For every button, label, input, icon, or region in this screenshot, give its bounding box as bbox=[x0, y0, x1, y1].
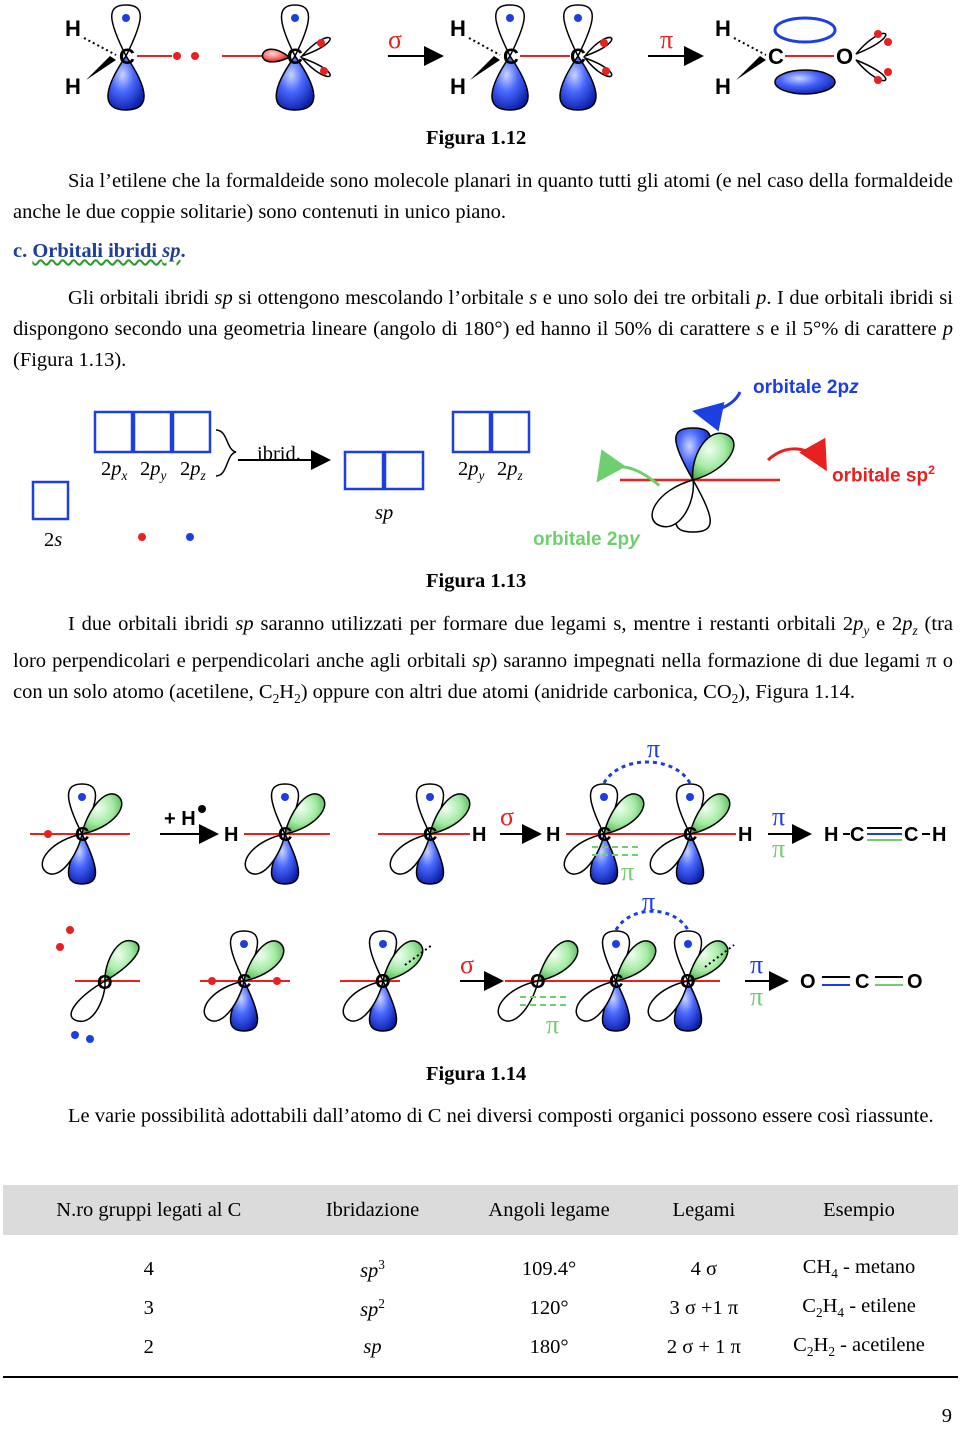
orbital-box-sp-2 bbox=[385, 452, 423, 489]
figure-1-14-caption: Figura 1.14 bbox=[426, 1063, 527, 1085]
col-header: Legami bbox=[648, 1185, 760, 1235]
orbital-box-2pz bbox=[173, 412, 210, 452]
svg-text:O: O bbox=[97, 972, 113, 994]
svg-text:H: H bbox=[224, 824, 239, 846]
svg-text:H: H bbox=[738, 824, 753, 846]
c-atom-co2 bbox=[200, 931, 290, 1031]
ethylene-sigma bbox=[450, 5, 612, 110]
col-header: Angoli legame bbox=[450, 1185, 647, 1235]
ch-fragment bbox=[378, 784, 486, 884]
paragraph-planarity: Sia l’etilene che la formaldeide sono molecole planari in quanto tutti gli atomi (e nel caso della formaldeide anche le due coppie solitarie) sono contenuti in unico piano. bbox=[13, 170, 953, 223]
svg-text:C: C bbox=[237, 971, 252, 993]
bracket bbox=[216, 430, 236, 476]
table-row: 2 sp 180° 2 σ + 1 π $C_2H_2$ - acetilene bbox=[3, 1328, 958, 1377]
paragraph-summary-intro: Le varie possibilità adottabili dall’atomo di C nei diversi composti organici possono essere così riassunte. bbox=[68, 1105, 934, 1127]
orbital-box-2py bbox=[134, 412, 171, 452]
svg-text:σ: σ bbox=[460, 950, 475, 979]
hc-fragment bbox=[224, 784, 330, 884]
ch2-fragment-1 bbox=[65, 5, 199, 110]
svg-text:π: π bbox=[750, 982, 764, 1011]
table-header-row bbox=[3, 1185, 958, 1235]
svg-text:H: H bbox=[932, 824, 947, 846]
svg-text:C: C bbox=[850, 824, 865, 846]
svg-text:H: H bbox=[65, 16, 81, 41]
hcch-fragment bbox=[546, 735, 752, 886]
label-orbitale-sp2: orbitale $sp^2$ bbox=[832, 463, 935, 487]
oco-fragment bbox=[498, 887, 734, 1039]
orbital-box-2pz-after bbox=[492, 412, 529, 452]
pi-label-1: π bbox=[660, 25, 674, 54]
acetylene-product bbox=[824, 824, 946, 846]
o-atom-left bbox=[56, 926, 140, 1043]
svg-text:σ: σ bbox=[500, 802, 515, 831]
figure-1-13-caption: Figura 1.13 bbox=[426, 570, 527, 592]
hybridization-table bbox=[3, 1185, 958, 1378]
col-header: Ibridazione bbox=[295, 1185, 451, 1235]
svg-text:π: π bbox=[642, 887, 656, 916]
svg-text:H: H bbox=[824, 824, 839, 846]
carbon-sp2-fragment bbox=[222, 5, 330, 110]
figure-1-12-caption: Figura 1.12 bbox=[426, 127, 527, 149]
svg-text:O: O bbox=[680, 971, 696, 993]
col-header: N.ro gruppi legati al C bbox=[3, 1185, 295, 1235]
svg-text:H: H bbox=[472, 824, 487, 846]
svg-text:H: H bbox=[450, 74, 466, 99]
label-2px: $2p_x$ bbox=[101, 458, 128, 484]
sigma-label-1: σ bbox=[388, 25, 403, 54]
svg-text:π: π bbox=[772, 802, 786, 831]
svg-text:π: π bbox=[647, 735, 661, 763]
svg-text:π: π bbox=[621, 857, 635, 886]
plus-h: + H bbox=[164, 808, 196, 830]
svg-text:C: C bbox=[287, 44, 303, 69]
svg-text:O: O bbox=[375, 971, 391, 993]
orbital-box-2s bbox=[33, 482, 68, 519]
col-header: Esempio bbox=[760, 1185, 958, 1235]
svg-text:C: C bbox=[423, 824, 438, 846]
svg-text:O: O bbox=[836, 44, 854, 69]
svg-text:H: H bbox=[65, 74, 81, 99]
svg-text:C: C bbox=[597, 824, 612, 846]
svg-text:O: O bbox=[907, 971, 923, 993]
svg-text:C: C bbox=[904, 824, 919, 846]
figure-1-14-diagram bbox=[0, 735, 960, 1055]
orbital-box-sp-1 bbox=[345, 452, 383, 489]
svg-text:π: π bbox=[750, 950, 764, 979]
svg-text:H: H bbox=[450, 16, 466, 41]
figure-1-12 bbox=[0, 0, 960, 125]
svg-text:C: C bbox=[683, 824, 698, 846]
label-orbitale-2py: orbitale 2py bbox=[533, 529, 640, 550]
section-heading: c. Orbitali ibridi sp. bbox=[13, 240, 186, 262]
page-number: 9 bbox=[941, 1405, 952, 1427]
svg-text:C: C bbox=[503, 44, 519, 69]
svg-text:C: C bbox=[855, 971, 870, 993]
o-atom-right bbox=[340, 931, 432, 1031]
orbital-box-2py-after bbox=[453, 412, 490, 452]
svg-text:O: O bbox=[530, 971, 546, 993]
label-2pz-after: $2p_z$ bbox=[497, 458, 523, 484]
atom-c: C bbox=[119, 44, 135, 69]
label-2py: $2p_y$ bbox=[140, 458, 167, 484]
label-2s: 2s bbox=[44, 529, 63, 551]
paragraph-pi-bonds: I due orbitali ibridi sp saranno utilizzati per formare due legami s, mentre i restanti orbitali $2p_y$ e $2p_z$ (tra loro perpendicolari e perpendicolari anche agli orbitali sp) saranno impegnati nella formazione di due legami π o con un solo atomo (acetilene, $C_2H_2$) oppure con altri due atomi (anidride carbonica, $CO_2$), Figura 1.14. bbox=[13, 613, 954, 707]
svg-text:H: H bbox=[715, 74, 731, 99]
svg-text:C: C bbox=[75, 824, 90, 846]
co2-product bbox=[800, 971, 923, 993]
orbital-box-2px bbox=[95, 412, 132, 452]
svg-text:C: C bbox=[609, 971, 624, 993]
svg-text:C: C bbox=[768, 44, 784, 69]
table-row: 4 $sp^3$ 109.4° 4 σ $CH_4$ - metano bbox=[143, 1256, 916, 1282]
sp-orbital-picture bbox=[599, 392, 824, 532]
label-orbitale-2pz: orbitale 2pz bbox=[753, 377, 859, 398]
label-2pz: $2p_z$ bbox=[180, 458, 206, 484]
svg-text:H: H bbox=[546, 824, 561, 846]
table-row: 3 $sp^2$ 120° 3 σ +1 π $C_2H_4$ - etilene bbox=[143, 1295, 916, 1321]
paragraph-sp-hybrids: Gli orbitali ibridi sp si ottengono mescolando l’orbitale s e uno solo dei tre orbitali p. I due orbitali ibridi si dispongono secondo una geometria lineare (angolo di 180°) ed hanno il 50% di carattere s e il 5°% di carattere p (Figura 1.13). bbox=[13, 287, 953, 371]
svg-text:H: H bbox=[715, 16, 731, 41]
formaldehyde bbox=[715, 16, 892, 99]
label-2py-after: $2p_y$ bbox=[458, 458, 485, 484]
svg-text:C: C bbox=[570, 44, 586, 69]
label-ibrid: ibrid. bbox=[257, 443, 301, 465]
svg-text:C: C bbox=[278, 824, 293, 846]
svg-text:O: O bbox=[800, 971, 816, 993]
svg-text:π: π bbox=[772, 834, 786, 863]
label-sp: sp bbox=[375, 502, 394, 524]
c-atom-1 bbox=[30, 784, 130, 884]
svg-text:π: π bbox=[546, 1010, 560, 1039]
